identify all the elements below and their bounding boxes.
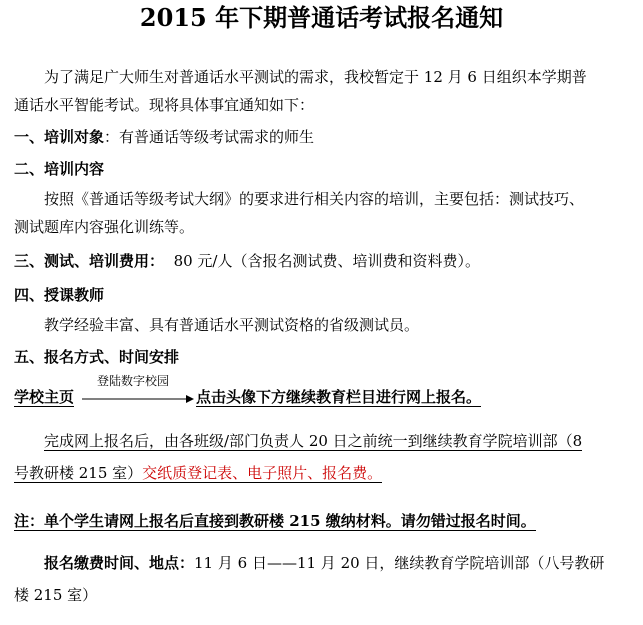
section-content-line-1: 按照《普通话等级考试大纲》的要求进行相关内容的培训，主要包括：测试技巧、: [44, 190, 585, 208]
section-target-heading: 一、培训对象: [14, 128, 105, 146]
right-arrow-icon: [82, 394, 194, 404]
section-teacher-text: 教学经验丰富、具有普通话水平测试资格的省级测试员。: [44, 316, 420, 334]
complete-line-1-text: 完成网上报名后，由各班级/部门负责人 20 日之前统一到继续教育学院培训部（8: [44, 432, 583, 450]
note-text: 注：单个学生请网上报名后直接到教研楼 215 缴纳材料。请勿错过报名时间。: [14, 512, 536, 530]
section-content-line-2: 测试题库内容强化训练等。: [14, 218, 195, 236]
section-signup-heading: 五、报名方式、时间安排: [14, 348, 180, 366]
fee-time-text: 11 月 6 日——11 月 20 日，继续教育学院培训部（八号教研: [194, 554, 605, 572]
section-target-colon: ：: [104, 128, 120, 146]
complete-line-2-part-a: 号教研楼 215 室）: [14, 464, 143, 482]
note-line: [14, 512, 536, 530]
section-fee-heading: 三、测试、培训费用：: [14, 252, 165, 270]
complete-line-2-part-b: 交纸质登记表、电子照片、报名费。: [142, 464, 383, 482]
intro-line-1: 为了满足广大师生对普通话水平测试的需求，我校暂定于 12 月 6 日组织本学期普: [44, 68, 587, 86]
arrow-label: 登陆数字校园: [97, 374, 170, 388]
section-teacher-heading: 四、授课教师: [14, 286, 105, 304]
school-home-link[interactable]: 学校主页: [14, 388, 75, 406]
section-content-heading: 二、培训内容: [14, 160, 105, 178]
section-target: [14, 128, 314, 146]
section-fee-text: 80 元/人（含报名测试费、培训费和资料费）。: [173, 252, 480, 270]
complete-line-1: [44, 432, 582, 450]
page-title: 2015 年下期普通话考试报名通知: [139, 3, 504, 32]
complete-line-2: [14, 464, 382, 482]
fee-time-label: 报名缴费时间、地点：: [44, 554, 195, 572]
intro-line-2: 通话水平智能考试。现将具体事宜通知如下：: [14, 96, 315, 114]
section-target-text: 有普通话等级考试需求的师生: [119, 128, 315, 146]
section-fee: [14, 252, 480, 270]
click-avatar-instruction: 点击头像下方继续教育栏目进行网上报名。: [196, 388, 482, 406]
fee-time-line-2: 楼 215 室）: [14, 586, 98, 604]
fee-time-line: [44, 554, 604, 572]
